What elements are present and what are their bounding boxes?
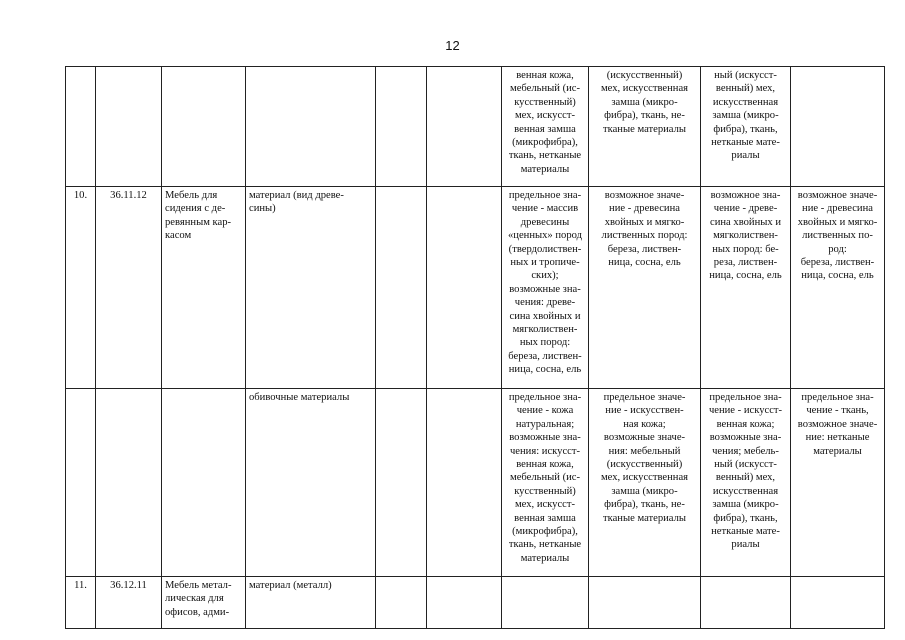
characteristic-cell: материал (вид древе- сины) [246,187,376,389]
unit-code-cell [376,67,427,187]
characteristic-cell: обивочные материалы [246,389,376,577]
characteristic-cell [246,67,376,187]
value-cell-1: венная кожа, мебельный (ис- кусственный) мех, искусст- венная замша (микрофибра), ткань, нетканые материалы [502,67,589,187]
product-name-cell [162,389,246,577]
unit-name-cell [427,389,502,577]
value-cell-2: возможное значе- ние - древесина хвойных и мягко- лиственных пород: береза, листвен- ница, сосна, ель [589,187,701,389]
characteristic-cell: материал (металл) [246,577,376,629]
value-cell-3 [701,577,791,629]
unit-name-cell [427,577,502,629]
unit-code-cell [376,389,427,577]
value-cell-4 [791,67,885,187]
value-cell-2: предельное значе- ние - искусствен- ная кожа; возможные значе- ния: мебельный (искусственный) мех, искусственная замша (микро- фибра), ткань, не- тканые материалы [589,389,701,577]
unit-code-cell [376,187,427,389]
row-number-cell: 11. [66,577,96,629]
unit-code-cell [376,577,427,629]
unit-name-cell [427,187,502,389]
value-cell-4 [791,577,885,629]
row-number-cell [66,389,96,577]
okpd-code-cell [96,389,162,577]
table-row [66,67,885,187]
okpd-code-cell: 36.12.11 [96,577,162,629]
product-name-cell [162,67,246,187]
table-row [66,389,885,577]
value-cell-2: (искусственный) мех, искусственная замша (микро- фибра), ткань, не- тканые материалы [589,67,701,187]
row-number-cell: 10. [66,187,96,389]
value-cell-4: возможное значе- ние - древесина хвойных и мягко- лиственных по- род: береза, листвен- ница, сосна, ель [791,187,885,389]
product-name-cell: Мебель для сидения с де- ревянным кар- касом [162,187,246,389]
value-cell-1: предельное зна- чение - кожа натуральная; возможные зна- чения: искусст- венная кожа, мебельный (ис- кусственный) мех, искусст- венная замша (микрофибра), ткань, нетканые материалы [502,389,589,577]
value-cell-1 [502,577,589,629]
requirements-table [65,66,885,629]
value-cell-3: предельное зна- чение - искусст- венная кожа; возможные зна- чения; мебель- ный (искусст- венный) мех, искусственная замша (микро- фибра), ткань, нетканые мате- риалы [701,389,791,577]
page-number: 12 [445,38,460,53]
value-cell-4: предельное зна- чение - ткань, возможное значе- ние: нетканые материалы [791,389,885,577]
value-cell-3: возможное зна- чение - древе- сина хвойных и мягколиствен- ных пород: бе- реза, листвен- ница, сосна, ель [701,187,791,389]
value-cell-3: ный (искусст- венный) мех, искусственная замша (микро- фибра), ткань, нетканые мате- риалы [701,67,791,187]
table-row [66,187,885,389]
unit-name-cell [427,67,502,187]
okpd-code-cell: 36.11.12 [96,187,162,389]
product-name-cell: Мебель метал- лическая для офисов, адми- [162,577,246,629]
okpd-code-cell [96,67,162,187]
table-row [66,577,885,629]
value-cell-1: предельное зна- чение - массив древесины «ценных» пород (твердолиствен- ных и тропиче- ских); возможные зна- чения: древе- сина хвойных и мягколиствен- ных пород: береза, листвен- ница, сосна, ель [502,187,589,389]
value-cell-2 [589,577,701,629]
row-number-cell [66,67,96,187]
